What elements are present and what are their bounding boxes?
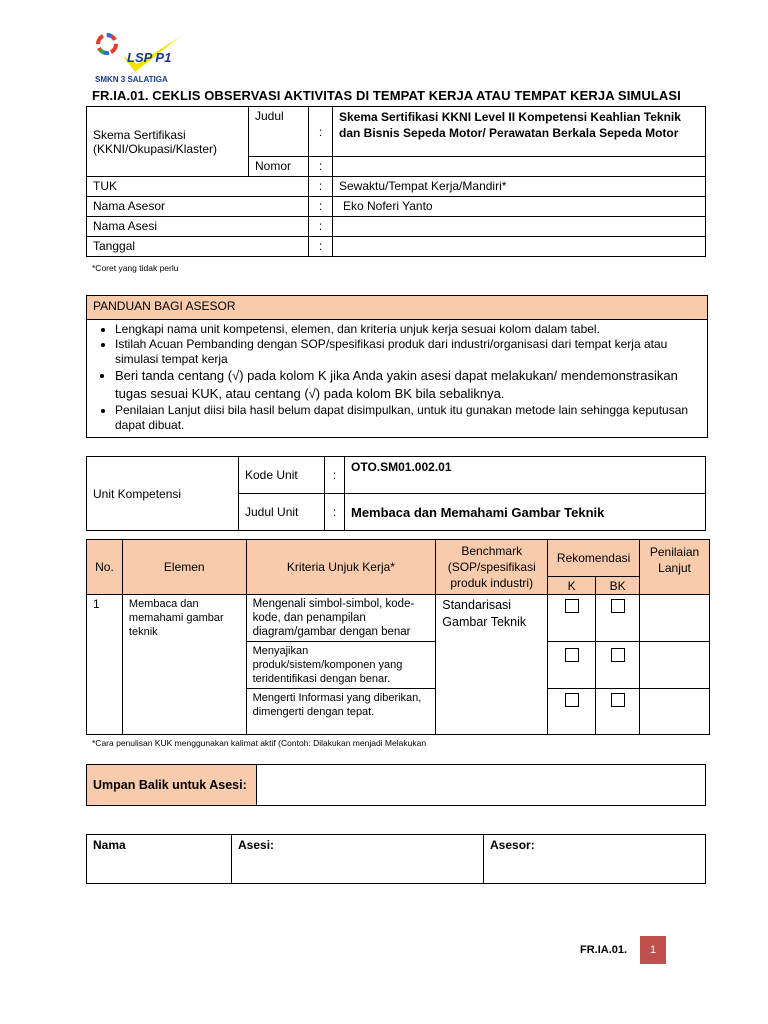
- tuk-value[interactable]: Sewaktu/Tempat Kerja/Mandiri*: [333, 177, 706, 197]
- tanggal-label: Tanggal: [87, 237, 309, 257]
- umpan-balik-label: Umpan Balik untuk Asesi:: [87, 765, 257, 806]
- unit-label: Unit Kompetensi: [87, 457, 239, 531]
- list-item: • Beri tanda centang (√) pada kolom K jika Anda yakin asesi dapat melakukan/ mendemonstrasikan tugas sesuai KUK, atau centang (√) pada kolom BK bila sebaliknya.: [115, 367, 707, 403]
- judul-value[interactable]: Skema Sertifikasi KKNI Level II Kompetensi Keahlian Teknik dan Bisnis Sepeda Motor/ Perawatan Berkala Sepeda Motor: [333, 107, 706, 157]
- colon: :: [309, 107, 333, 157]
- penilaian-cell-1[interactable]: [640, 595, 710, 642]
- asesor-value[interactable]: Eko Noferi Yanto: [333, 197, 706, 217]
- header-rekomendasi: Rekomendasi: [548, 540, 640, 577]
- kuk-3: Mengerti Informasi yang diberikan, dimengerti dengan tepat.: [246, 689, 436, 735]
- asesi-value[interactable]: [333, 217, 706, 237]
- kuk-note: *Cara penulisan KUK menggunakan kalimat aktif (Contoh: Dilakukan menjadi Melakukan: [92, 738, 427, 748]
- lsp-logo: [93, 28, 183, 88]
- colon: :: [325, 494, 345, 531]
- header-kuk: Kriteria Unjuk Kerja*: [246, 540, 436, 595]
- judul-label: Judul: [249, 107, 309, 157]
- observation-table: [86, 539, 710, 735]
- nomor-value[interactable]: [333, 157, 706, 177]
- list-item: • Istilah Acuan Pembanding dengan SOP/spesifikasi produk dari industri/organisasi dari tempat kerja atau simulasi tempat kerja: [115, 337, 707, 367]
- k-checkbox-3[interactable]: [565, 693, 579, 707]
- header-k: K: [548, 577, 596, 595]
- kode-label: Kode Unit: [239, 457, 325, 494]
- coret-note: *Coret yang tidak perlu: [92, 263, 179, 273]
- judul-unit-value[interactable]: Membaca dan Memahami Gambar Teknik: [345, 494, 706, 531]
- kuk-2: Menyajikan produk/sistem/komponen yang teridentifikasi dengan benar.: [246, 642, 436, 689]
- penilaian-cell-2[interactable]: [640, 642, 710, 689]
- footer-form-code: FR.IA.01.: [580, 944, 628, 956]
- header-penilaian: Penilaian Lanjut: [640, 540, 710, 595]
- nomor-label: Nomor: [249, 157, 309, 177]
- asesor-label: Nama Asesor: [87, 197, 309, 217]
- row-benchmark: Standarisasi Gambar Teknik: [436, 595, 548, 735]
- bk-checkbox-2[interactable]: [611, 648, 625, 662]
- k-checkbox-1[interactable]: [565, 599, 579, 613]
- penilaian-cell-3[interactable]: [640, 689, 710, 735]
- nama-label: Nama: [87, 835, 232, 884]
- asesor-signature[interactable]: Asesor:: [484, 835, 706, 884]
- signature-table: [86, 834, 706, 884]
- panduan-box: [86, 295, 708, 438]
- unit-table: [86, 456, 706, 531]
- asesi-signature[interactable]: Asesi:: [232, 835, 484, 884]
- skema-label: Skema Sertifikasi (KKNI/Okupasi/Klaster): [87, 107, 249, 177]
- colon: :: [309, 237, 333, 257]
- list-item: • Lengkapi nama unit kompetensi, elemen, dan kriteria unjuk kerja sesuai kolom dalam tabel.: [115, 322, 707, 337]
- bk-checkbox-3[interactable]: [611, 693, 625, 707]
- kuk-1: Mengenali simbol-simbol, kode-kode, dan penampilan diagram/gambar dengan benar: [246, 595, 436, 642]
- scheme-info-table: [86, 106, 706, 257]
- k-checkbox-2[interactable]: [565, 648, 579, 662]
- tuk-label: TUK: [87, 177, 309, 197]
- header-bk: BK: [596, 577, 640, 595]
- logo-title: LSP P1: [127, 50, 172, 65]
- panduan-list: [87, 322, 707, 433]
- document-title: FR.IA.01. CEKLIS OBSERVASI AKTIVITAS DI TEMPAT KERJA ATAU TEMPAT KERJA SIMULASI: [92, 88, 681, 103]
- page-number-badge: 1: [640, 936, 666, 964]
- colon: :: [309, 197, 333, 217]
- panduan-heading: PANDUAN BAGI ASESOR: [87, 296, 707, 320]
- umpan-balik-table: [86, 764, 706, 806]
- colon: :: [309, 157, 333, 177]
- header-elemen: Elemen: [122, 540, 246, 595]
- row-elemen: Membaca dan memahami gambar teknik: [122, 595, 246, 735]
- colon: :: [325, 457, 345, 494]
- colon: :: [309, 217, 333, 237]
- judul-unit-label: Judul Unit: [239, 494, 325, 531]
- kode-value[interactable]: OTO.SM01.002.01: [345, 457, 706, 494]
- header-no: No.: [87, 540, 123, 595]
- row-no: 1: [87, 595, 123, 735]
- header-benchmark: Benchmark (SOP/spesifikasi produk industri): [436, 540, 548, 595]
- list-item: • Penilaian Lanjut diisi bila hasil belum dapat disimpulkan, untuk itu gunakan metode lain sehingga keputusan dapat dibuat.: [115, 403, 707, 433]
- colon: :: [309, 177, 333, 197]
- bk-checkbox-1[interactable]: [611, 599, 625, 613]
- logo-subtitle: SMKN 3 SALATIGA: [95, 75, 168, 84]
- asesi-label: Nama Asesi: [87, 217, 309, 237]
- tanggal-value[interactable]: [333, 237, 706, 257]
- umpan-balik-field[interactable]: [257, 765, 706, 806]
